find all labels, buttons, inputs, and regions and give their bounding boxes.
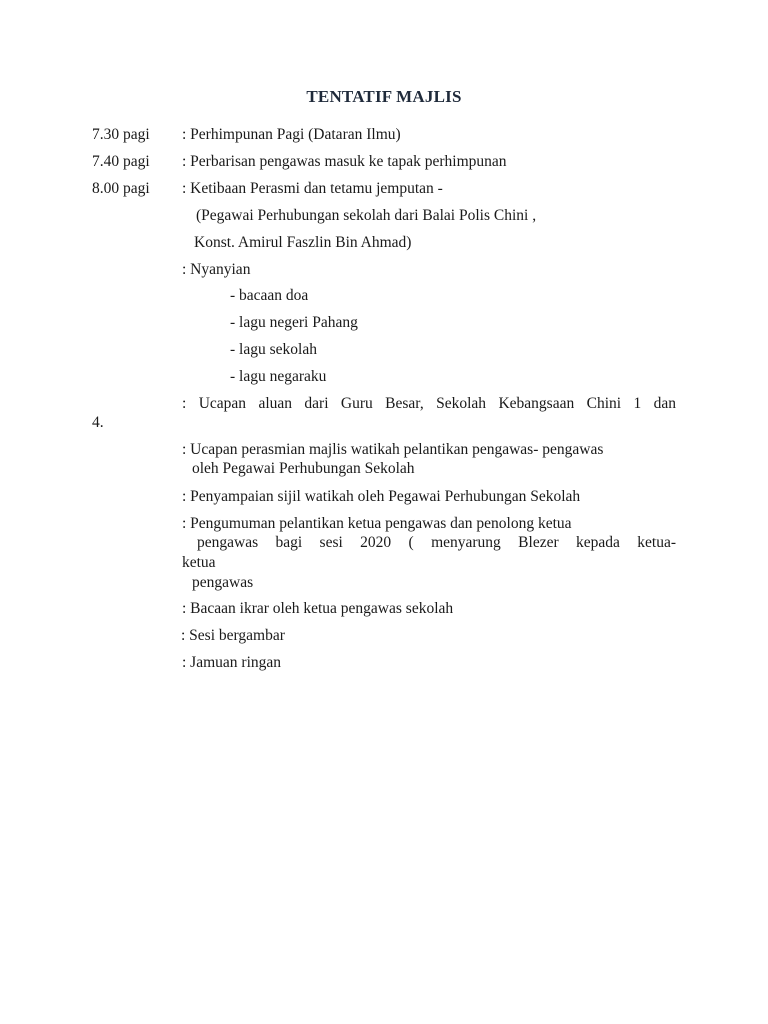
- item-pengumuman-3: ketua: [182, 554, 216, 571]
- item-pengumuman-1: : Pengumuman pelantikan ketua pengawas dan penolong ketua: [182, 515, 572, 532]
- item-nyanyian: : Nyanyian: [182, 261, 251, 278]
- item-ketibaan-detail-1: (Pegawai Perhubungan sekolah dari Balai Polis Chini ,: [196, 207, 537, 224]
- subitem-doa: - bacaan doa: [230, 287, 309, 304]
- item-bergambar: : Sesi bergambar: [181, 627, 285, 644]
- item-ucapan-perasmian-1: : Ucapan perasmian majlis watikah pelantikan pengawas- pengawas: [182, 441, 604, 458]
- subitem-lagu-negaraku: - lagu negaraku: [230, 368, 327, 385]
- item-ucapan-aluan: [182, 395, 676, 413]
- item-ucapan-perasmian-2: oleh Pegawai Perhubungan Sekolah: [192, 460, 415, 477]
- item-ketibaan: : Ketibaan Perasmi dan tetamu jemputan -: [182, 180, 443, 197]
- time-0730: 7.30 pagi: [92, 126, 150, 143]
- item-ikrar: : Bacaan ikrar oleh ketua pengawas sekolah: [182, 600, 454, 617]
- item-pengumuman-2: [197, 534, 676, 552]
- item-ketibaan-detail-2: Konst. Amirul Faszlin Bin Ahmad): [194, 234, 412, 251]
- item-ucapan-aluan-cont: 4.: [92, 414, 104, 431]
- time-0800: 8.00 pagi: [92, 180, 150, 197]
- item-perhimpunan: : Perhimpunan Pagi (Dataran Ilmu): [182, 126, 401, 143]
- item-perbarisan: : Perbarisan pengawas masuk ke tapak perhimpunan: [182, 153, 507, 170]
- subitem-lagu-pahang: - lagu negeri Pahang: [230, 314, 358, 331]
- item-pengumuman-2-text: pengawas bagi sesi 2020 ( menyarung Blezer kepada ketua-: [197, 534, 676, 551]
- item-jamuan: : Jamuan ringan: [182, 654, 282, 671]
- subitem-lagu-sekolah: - lagu sekolah: [230, 341, 317, 358]
- item-pengumuman-4: pengawas: [192, 574, 254, 591]
- item-penyampaian: : Penyampaian sijil watikah oleh Pegawai Perhubungan Sekolah: [182, 488, 581, 505]
- item-ucapan-aluan-text: : Ucapan aluan dari Guru Besar, Sekolah Kebangsaan Chini 1 dan: [182, 395, 676, 412]
- time-0740: 7.40 pagi: [92, 153, 150, 170]
- page-title: TENTATIF MAJLIS: [306, 87, 462, 106]
